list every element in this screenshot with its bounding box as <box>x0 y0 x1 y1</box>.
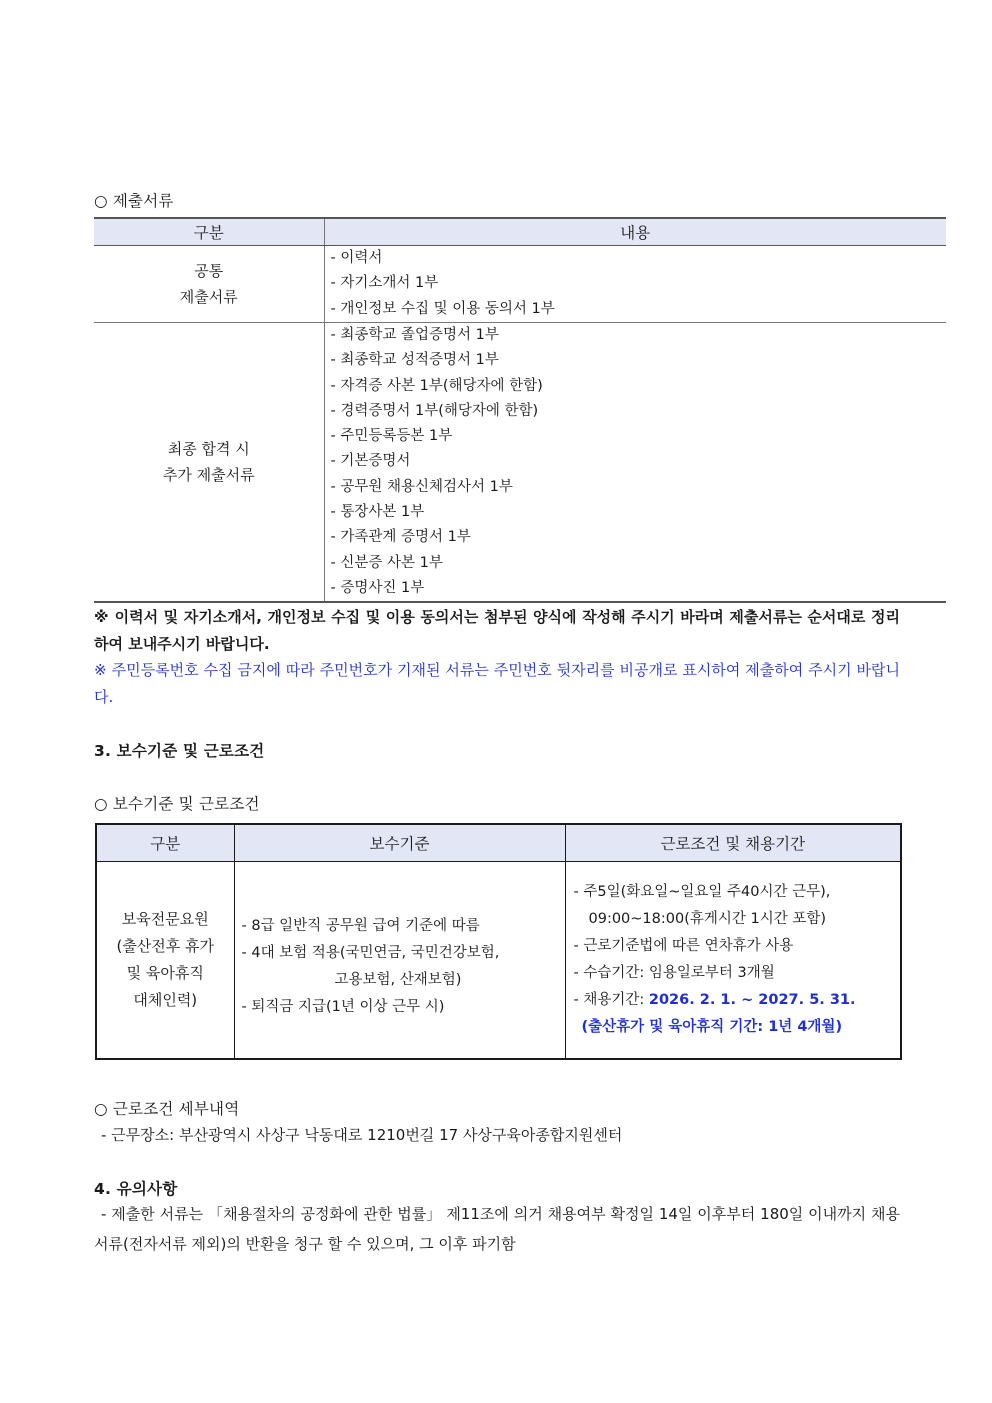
pay-conditions-cell <box>565 862 901 1060</box>
category-line: 대체인력) <box>133 991 198 1009</box>
notice-paragraph: - 제출한 서류는 「채용절차의 공정화에 관한 법률」 제11조에 의거 채용여부 확정일 14일 이후부터 180일 이내까지 채용서류(전자서류 제외)의 반환을 청구 할 수 있으며, 그 이후 파기함 <box>94 1205 900 1253</box>
category-line: (출산전후 휴가 <box>116 937 215 955</box>
list-item: - 가족관계 증명서 1부 <box>330 529 471 546</box>
category-line: 공통 <box>194 262 224 280</box>
list-item: - 신분증 사본 1부 <box>330 554 443 571</box>
work-location: - 근무장소: 부산광역시 사상구 낙동대로 1210번길 17 사상구육아종합지원센터 <box>101 1126 623 1144</box>
list-item: - 공무원 채용신체검사서 1부 <box>330 478 513 495</box>
table-row <box>96 862 901 1060</box>
period-note: (출산휴가 및 육아휴직 기간: 1년 4개월) <box>581 1019 843 1035</box>
list-item: - 개인정보 수집 및 이용 동의서 1부 <box>330 300 555 317</box>
pay-line: - 4대 보험 적용(국민연금, 국민건강보험, <box>241 945 500 961</box>
list-item: - 기본증명서 <box>330 453 411 470</box>
row-items <box>324 323 946 603</box>
condition-line <box>574 987 901 1014</box>
list-item: - 최종학교 성적증명서 1부 <box>330 352 499 369</box>
category-line: 보육전문요원 <box>121 910 209 928</box>
note-resident-number: ※ 주민등록번호 수집 금지에 따라 주민번호가 기재된 서류는 주민번호 뒷자리를 비공개로 표시하여 제출하여 주시기 바랍니다. <box>94 661 900 706</box>
list-item: - 자기소개서 1부 <box>330 275 439 292</box>
pay-line: - 퇴직금 지급(1년 이상 근무 시) <box>241 999 445 1015</box>
list-item: - 최종학교 졸업증명서 1부 <box>330 327 499 343</box>
category-line: 최종 합격 시 <box>167 440 250 459</box>
section-title-notice: 4. 유의사항 <box>94 1180 178 1198</box>
documents-table <box>94 217 946 603</box>
pay-category-cell <box>96 862 234 1060</box>
condition-line: - 수습기간: 임용일로부터 3개월 <box>573 965 775 981</box>
row-category <box>94 323 324 603</box>
list-item: - 이력서 <box>330 250 383 267</box>
list-item: - 통장사본 1부 <box>330 504 425 521</box>
period-prefix: - 채용기간: <box>573 992 649 1008</box>
condition-line: - 주5일(화요일~일요일 주40시간 근무), <box>573 884 831 900</box>
section-heading-work-detail: ○ 근로조건 세부내역 <box>94 1100 240 1118</box>
category-line: 추가 제출서류 <box>162 466 255 485</box>
pay-standard-cell <box>234 862 565 1060</box>
pay-line: - 8급 일반직 공무원 급여 기준에 따름 <box>241 918 480 934</box>
pay-header-category: 구분 <box>96 824 234 862</box>
category-line: 제출서류 <box>179 288 238 306</box>
list-item: - 경력증명서 1부(해당자에 한함) <box>330 402 539 419</box>
pay-line: 고용보험, 산재보험) <box>334 972 462 988</box>
row-items <box>324 246 946 323</box>
list-item: - 주민등록등본 1부 <box>330 428 453 445</box>
note-submission-order: ※ 이력서 및 자기소개서, 개인정보 수집 및 이용 동의서는 첨부된 양식에 작성해 주시기 바라며 제출서류는 순서대로 정리하여 보내주시기 바랍니다. <box>94 608 900 653</box>
section-heading-pay: ○ 보수기준 및 근로조건 <box>94 795 260 813</box>
section-title-pay: 3. 보수기준 및 근로조건 <box>94 742 265 760</box>
pay-header-standard: 보수기준 <box>234 824 565 862</box>
pay-table <box>95 823 902 1060</box>
condition-line: 09:00~18:00(휴게시간 1시간 포함) <box>588 911 827 927</box>
list-item: - 자격증 사본 1부(해당자에 한함) <box>330 377 543 394</box>
row-category <box>94 246 324 323</box>
list-item: - 증명사진 1부 <box>330 579 425 596</box>
table-row <box>94 246 946 323</box>
documents-header-category: 구분 <box>94 218 324 246</box>
category-line: 및 육아휴직 <box>126 964 204 982</box>
documents-header-content: 내용 <box>324 218 946 246</box>
section-heading-documents: ○ 제출서류 <box>94 192 174 210</box>
period-value: 2026. 2. 1. ~ 2027. 5. 31. <box>648 992 856 1008</box>
condition-line: - 근로기준법에 따른 연차휴가 사용 <box>573 938 794 954</box>
pay-header-conditions: 근로조건 및 채용기간 <box>565 824 901 862</box>
table-row <box>94 323 946 603</box>
